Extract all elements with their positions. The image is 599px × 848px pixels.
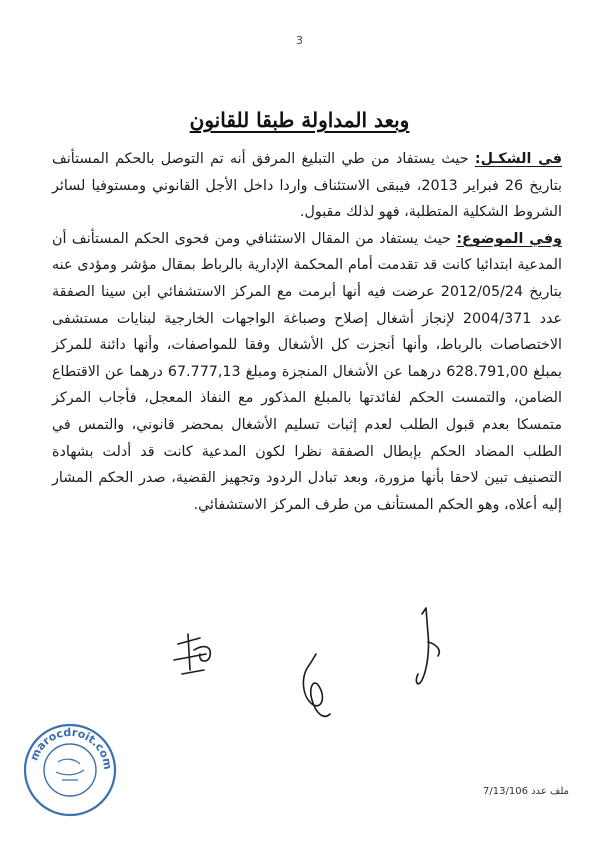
form-lead: في الشكـل: [474, 151, 562, 167]
page-number: 3 [296, 34, 303, 47]
substance-lead: وفي الموضوع: [456, 230, 562, 247]
signature-middle [303, 654, 330, 716]
substance-text: حيث يستفاد من المقال الاستئنافي ومن فحوى الحكم المستأنف أن المدعية ابتدائيا كانت قد تقدمت أمام المحكمة الإدارية بالرباط بمقال مؤشر ومؤدى عنه بتاريخ 2012/05/24 عرضت فيه أنها أبرمت مع المركز الاستشفائي ابن سينا الصفقة عدد 2004/371 لإنجاز أشغال إصلاح وصباغة الواجهات الخارجية لبنايات مستشفى الاختصاصات بالرباط، وأنها أنجزت كل الأشغال وفقا للمواصفات، وأنها دائنة للمركز بمبلغ 628.791,00 درهما عن الأشغال المنجزة ومبلغ 67.777,13 درهما عن الاقتطاع الضامن، والتمست الحكم لفائدتها بالمبلغ المذكور مع النفاذ المعجل، فأجاب المركز متمسكا بعدم قبول الطلب لعدم إثبات تسليم الأشغال بمحضر قانوني، والتمس في الطلب المضاد الحكم بإبطال الصفقة نظرا لكون المدعية كانت قد أدلت بشهادة التصنيف تبين لاحقا بأنها مزورة، وبعد تبادل الردود وتجهيز القضية، صدر الحكم المشار إليه أعلاه، وهو الحكم المستأنف من طرف المركز الاستشفائي. [52, 230, 563, 513]
form-paragraph [52, 146, 562, 226]
form-text: حيث يستفاد من طي التبليغ المرفق أنه تم التوصل بالحكم المستأنف بتاريخ 26 فبراير 2013، فيبقى الاستئناف واردا داخل الأجل القانوني ومستوفيا لسائر الشروط الشكلية المتطلبة، فهو لذلك مقبول. [52, 151, 562, 221]
signature-right [416, 608, 439, 684]
substance-paragraph [52, 226, 562, 519]
signature-left [174, 634, 210, 674]
judgment-body [52, 146, 562, 518]
file-reference: ملف عدد 7/13/106 [483, 786, 569, 797]
svg-text:marocdroit.com: marocdroit.com [27, 725, 115, 771]
signatures [160, 604, 480, 724]
stamp-seal [22, 722, 118, 818]
section-heading: وبعد المداولة طبقا للقانون [189, 108, 410, 132]
